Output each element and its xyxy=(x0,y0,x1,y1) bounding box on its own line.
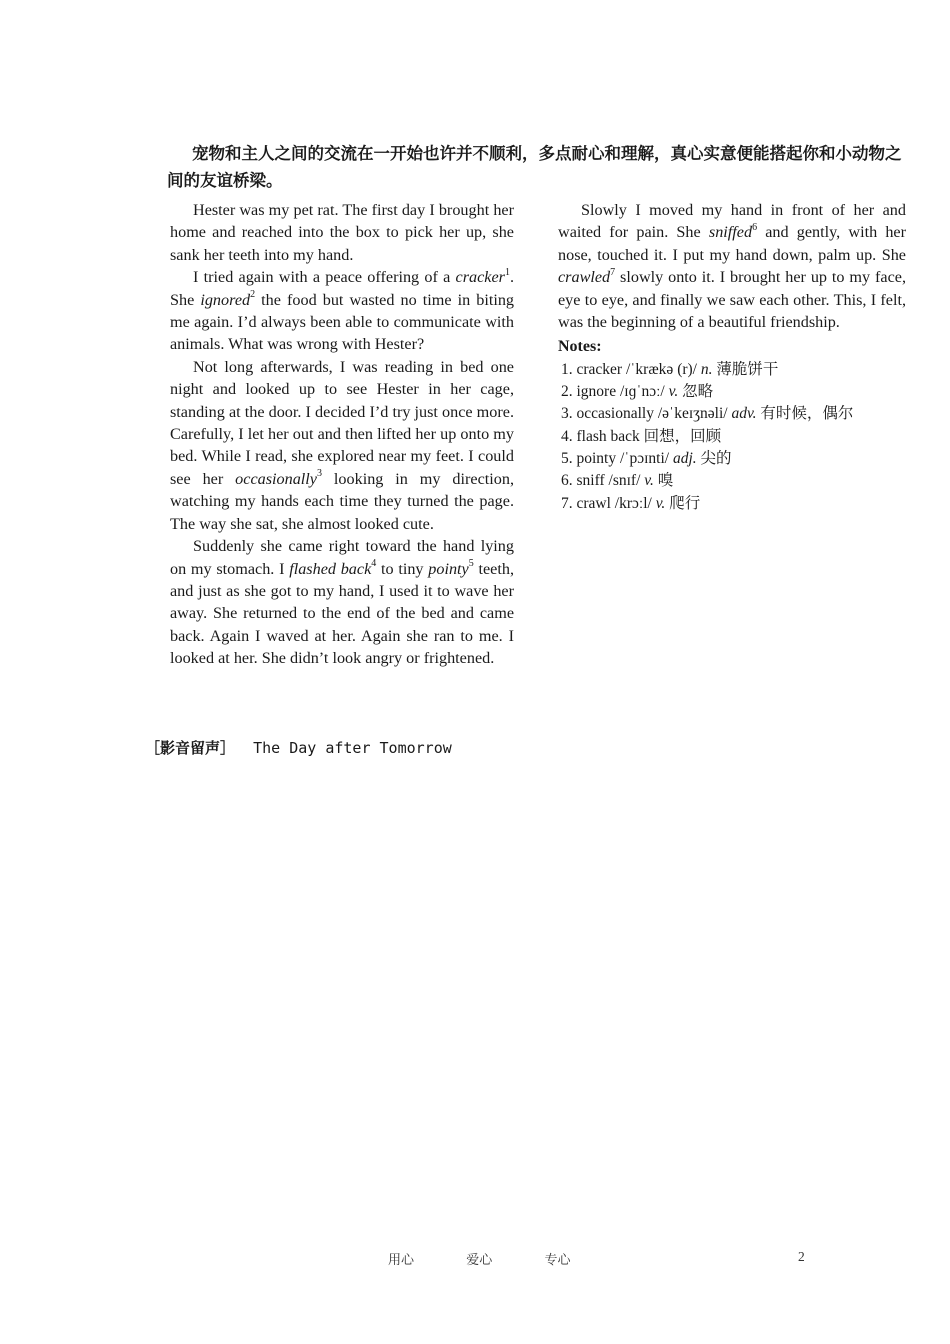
glossed-word: pointy xyxy=(428,559,469,578)
footnote-marker: 7 xyxy=(610,266,616,278)
article-column-right xyxy=(558,199,906,515)
note-item: 1. cracker /ˈkrækə (r)/ n. 薄脆饼干 xyxy=(561,360,779,378)
footnote-marker: 1 xyxy=(504,266,510,278)
film-title: The Day after Tomorrow xyxy=(253,739,452,757)
glossed-word: sniffed xyxy=(708,223,753,242)
note-item: 7. crawl /krɔːl/ v. 爬行 xyxy=(561,494,701,512)
note-item: 3. occasionally /əˈkeɪʒnəli/ adv. 有时候，偶尔 xyxy=(561,405,854,423)
notes-heading: Notes: xyxy=(558,338,602,356)
story-paragraph-2: I tried again with a peace offering of a cracker$^1$. She ignored$^2$ the food but wasted no time in biting me again. I’d always been able to communicate with animals. What was wrong with Hester? xyxy=(170,266,515,354)
note-item: 6. sniff /snɪf/ v. 嗅 xyxy=(561,472,674,490)
footnote-marker: 4 xyxy=(371,558,377,570)
footer-motto: 用心 爱心 专心 xyxy=(388,1253,571,1268)
story-paragraph-5: Slowly I moved my hand in front of her and waited for pain. She sniffed$^6$ and gently, with her nose, touched it. I put my hand down, palm up. She crawled$^7$ slowly onto it. I brought her up to my face, eye to eye, and finally we saw each other. This, I felt, was the beginning of a beautiful friendship. xyxy=(558,201,906,332)
footnote-marker: 5 xyxy=(468,558,474,570)
note-item: 2. ignore /ɪɡˈnɔː/ v. 忽略 xyxy=(561,383,714,401)
glossed-word: cracker xyxy=(455,268,505,287)
notes-list xyxy=(558,359,906,515)
glossed-word: ignored xyxy=(200,290,251,309)
footnote-marker: 3 xyxy=(317,468,322,480)
intro-text: 宠物和主人之间的交流在一开始也许并不顺利，多点耐心和理解，真心实意便能搭起你和小动物之间的友谊桥梁。 xyxy=(167,144,902,190)
footnote-marker: 2 xyxy=(250,289,256,301)
story-paragraph-3: Not long afterwards, I was reading in bed one night and looked up to see Hester in her cage, standing at the door. I decided I’d try just once more. Carefully, I let her out and then lifted her up onto my bed. While I read, she explored near my feet. I could see her occasionally$^3$ looking in my direction, watching my hands each time they turned the page. The way she sat, she almost looked cute. xyxy=(170,357,514,533)
article-column-left xyxy=(170,199,514,670)
page-number: 2 xyxy=(798,1249,805,1264)
glossed-word: flashed back xyxy=(289,559,372,578)
section-tag: ［影音留声］ xyxy=(145,739,236,757)
note-item: 5. pointy /ˈpɔɪnti/ adj. 尖的 xyxy=(561,450,732,468)
story-paragraph-1: Hester was my pet rat. The first day I brought her home and reached into the box to pick her up, she sank her teeth into my hand. xyxy=(170,201,514,264)
glossed-word: occasionally xyxy=(235,469,317,488)
glossed-word: crawled xyxy=(558,268,611,287)
footnote-marker: 6 xyxy=(752,222,758,234)
note-item: 4. flash back 回想，回顾 xyxy=(561,427,722,445)
story-paragraph-4: Suddenly she came right toward the hand lying on my stomach. I flashed back$^4$ to tiny pointy$^5$ teeth, and just as she got to my hand, I used it to wave her away. She returned to the end of the bed and came back. Again I waved at her. Again she ran to me. I looked at her. She didn’t look angry or frightened. xyxy=(170,537,514,668)
film-recommendation xyxy=(145,737,452,758)
